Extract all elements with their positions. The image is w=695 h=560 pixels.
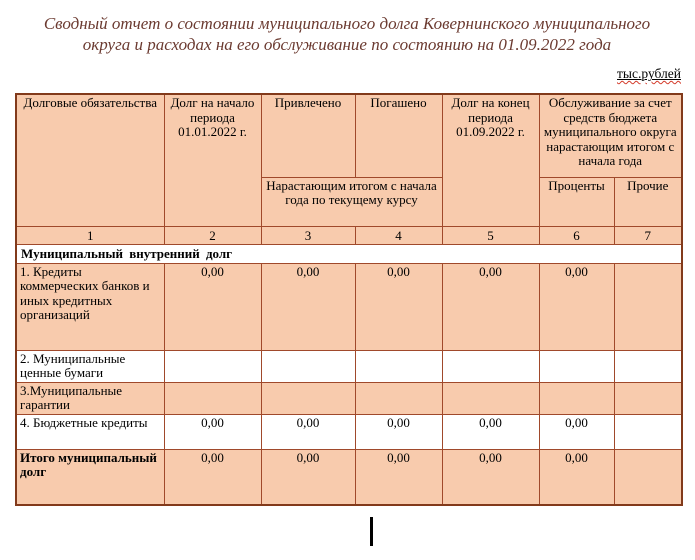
header-repaid[interactable]: Погашено — [355, 94, 442, 177]
table-row — [16, 350, 682, 382]
row-label-cell[interactable]: Итого муниципальный долг — [16, 449, 164, 505]
column-number-cell[interactable]: 6 — [539, 226, 614, 244]
row-label-cell[interactable]: 2. Муниципальные ценные бумаги — [16, 350, 164, 382]
table-row — [16, 414, 682, 449]
value-cell[interactable] — [614, 382, 682, 414]
value-cell[interactable]: 0,00 — [164, 263, 261, 350]
value-cell[interactable] — [614, 449, 682, 505]
value-cell[interactable]: 0,00 — [164, 414, 261, 449]
column-number-cell[interactable]: 2 — [164, 226, 261, 244]
value-cell[interactable]: 0,00 — [442, 449, 539, 505]
value-cell[interactable]: 0,00 — [261, 414, 355, 449]
value-cell[interactable] — [442, 382, 539, 414]
value-cell[interactable] — [614, 414, 682, 449]
value-cell[interactable] — [261, 350, 355, 382]
debt-report-table — [15, 93, 683, 506]
column-number-cell[interactable]: 4 — [355, 226, 442, 244]
value-cell[interactable]: 0,00 — [355, 414, 442, 449]
units-label[interactable] — [617, 66, 681, 82]
value-cell[interactable] — [261, 382, 355, 414]
column-number-cell[interactable]: 5 — [442, 226, 539, 244]
text-cursor — [370, 517, 373, 546]
value-cell[interactable] — [539, 382, 614, 414]
section-title[interactable]: Муниципальный внутренний долг — [16, 244, 682, 263]
report-title[interactable]: Сводный отчет о состоянии муниципального долга Ковернинского муниципального округа и расходах на его обслуживание по состоянию на 01.09.2022 года — [43, 14, 651, 55]
row-label-cell[interactable]: 3.Муниципальные гарантии — [16, 382, 164, 414]
value-cell[interactable]: 0,00 — [442, 414, 539, 449]
column-number-cell[interactable]: 7 — [614, 226, 682, 244]
value-cell[interactable] — [539, 350, 614, 382]
table-row — [16, 382, 682, 414]
value-cell[interactable] — [614, 263, 682, 350]
value-cell[interactable]: 0,00 — [164, 449, 261, 505]
header-interest[interactable]: Проценты — [539, 177, 614, 226]
header-debt-end[interactable]: Долг на конец периода 01.09.2022 г. — [442, 94, 539, 226]
header-attracted[interactable]: Привлечено — [261, 94, 355, 177]
value-cell[interactable] — [355, 350, 442, 382]
column-number-cell[interactable]: 1 — [16, 226, 164, 244]
value-cell[interactable]: 0,00 — [355, 449, 442, 505]
row-label-cell[interactable]: 4. Бюджетные кредиты — [16, 414, 164, 449]
value-cell[interactable]: 0,00 — [355, 263, 442, 350]
value-cell[interactable] — [614, 350, 682, 382]
table-row — [16, 263, 682, 350]
value-cell[interactable] — [164, 350, 261, 382]
row-label-cell[interactable]: 1. Кредиты коммерческих банков и иных кредитных организаций — [16, 263, 164, 350]
header-cumulative-note[interactable]: Нарастающим итогом с начала года по текущему курсу — [261, 177, 442, 226]
value-cell[interactable]: 0,00 — [442, 263, 539, 350]
header-debt-start[interactable]: Долг на начало периода 01.01.2022 г. — [164, 94, 261, 226]
units-text: тыс.рублей — [617, 66, 681, 81]
value-cell[interactable]: 0,00 — [539, 449, 614, 505]
value-cell[interactable] — [355, 382, 442, 414]
header-other[interactable]: Прочие — [614, 177, 682, 226]
section-row — [16, 244, 682, 263]
value-cell[interactable]: 0,00 — [261, 263, 355, 350]
value-cell[interactable]: 0,00 — [261, 449, 355, 505]
value-cell[interactable] — [164, 382, 261, 414]
column-number-cell[interactable]: 3 — [261, 226, 355, 244]
value-cell[interactable]: 0,00 — [539, 414, 614, 449]
column-numbers-row — [16, 226, 682, 244]
table-row-total — [16, 449, 682, 505]
header-debt-obligations[interactable]: Долговые обязательства — [16, 94, 164, 226]
value-cell[interactable]: 0,00 — [539, 263, 614, 350]
header-servicing[interactable]: Обслуживание за счет средств бюджета муниципального округа нарастающим итогом с начала года — [539, 94, 682, 177]
value-cell[interactable] — [442, 350, 539, 382]
